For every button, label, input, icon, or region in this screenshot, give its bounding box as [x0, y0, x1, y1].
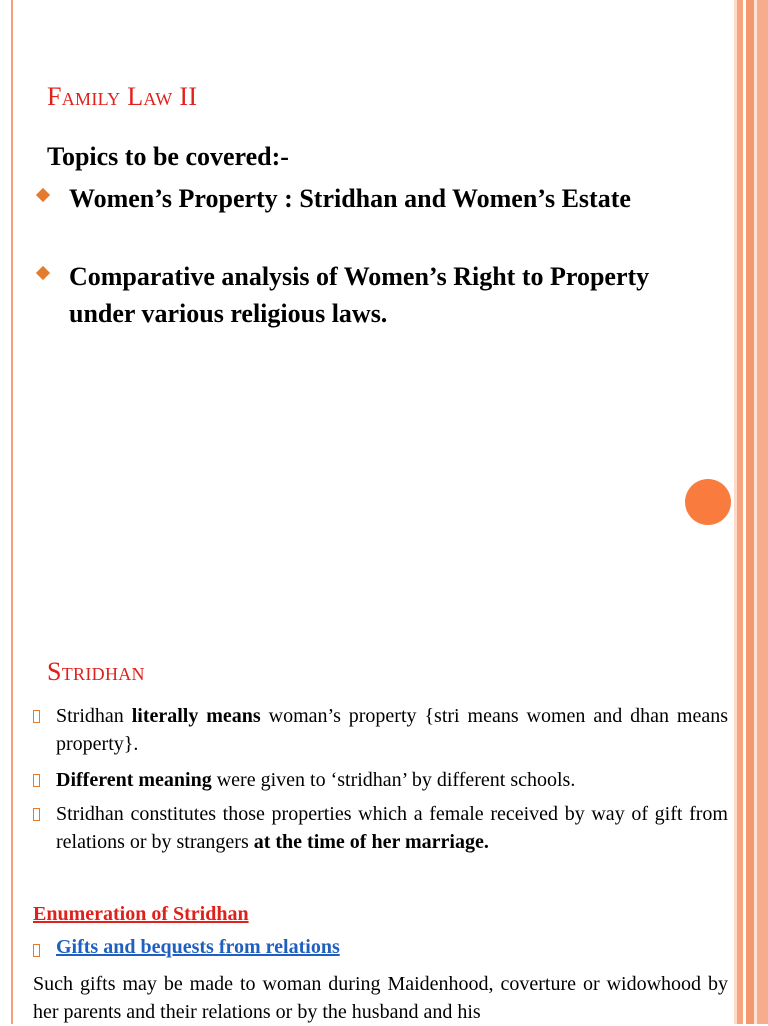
list-item: [33, 936, 340, 959]
topics-heading: Topics to be covered:-: [47, 142, 289, 171]
box-bullet-icon: [33, 944, 40, 957]
enumeration-heading: Enumeration of Stridhan: [33, 903, 249, 925]
topic-item: Comparative analysis of Women’s Right to Property under various religious laws.: [38, 258, 678, 332]
list-item: Different meaning were given to ‘stridhan’ by different schools.: [33, 766, 728, 794]
diamond-bullet-icon: [36, 266, 50, 280]
topic-item: Women’s Property : Stridhan and Women’s Estate: [38, 180, 678, 217]
slide-title: Family Law II: [47, 82, 198, 111]
decorative-circle: [685, 479, 731, 525]
list-item: Stridhan constitutes those properties which a female received by way of gift from relations or by strangers at the time of her marriage.: [33, 800, 728, 856]
diamond-bullet-icon: [36, 188, 50, 202]
box-bullet-icon: [33, 774, 40, 787]
slide-stridhan: [0, 640, 734, 1024]
box-bullet-icon: [33, 808, 40, 821]
slide-title: Stridhan: [47, 657, 145, 686]
box-bullet-icon: [33, 710, 40, 723]
decorative-stripes: [734, 0, 768, 1024]
list-item: Stridhan literally means woman’s property {stri means women and dhan means property}.: [33, 702, 728, 758]
body-paragraph: Such gifts may be made to woman during Maidenhood, coverture or widowhood by her parents and their relations or by the husband and his: [33, 973, 728, 1023]
gifts-link[interactable]: Gifts and bequests from relations: [56, 936, 340, 958]
